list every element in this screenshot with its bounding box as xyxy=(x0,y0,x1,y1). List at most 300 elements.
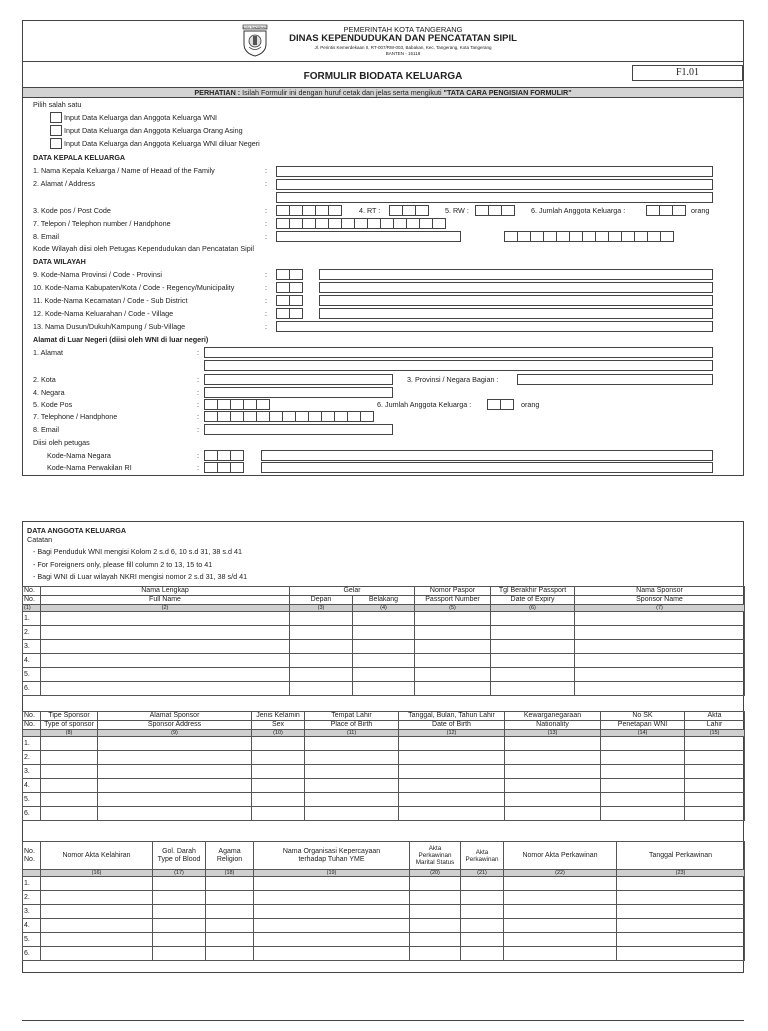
col-depan-header: Depan xyxy=(290,596,353,605)
col-sponsor-header: Nama Sponsor xyxy=(575,587,745,596)
luar-petugas-label: Diisi oleh petugas xyxy=(33,438,90,447)
table-row xyxy=(23,640,745,654)
next-page-edge xyxy=(22,1020,744,1031)
col-gelar-header: Gelar xyxy=(290,587,415,596)
table-cell-input[interactable] xyxy=(353,612,415,626)
row-number: 6. xyxy=(23,807,41,821)
row-number: 5. xyxy=(23,668,41,682)
luar-negara-input[interactable] xyxy=(204,387,393,398)
section-luar-title: Alamat di Luar Negeri (diisi oleh WNI di luar negeri) xyxy=(33,335,209,344)
table-cell-input[interactable] xyxy=(410,891,461,905)
form-code: F1.01 xyxy=(632,65,743,81)
col-number: (19) xyxy=(254,870,410,877)
col-number: (8) xyxy=(41,730,98,737)
col-number: (5) xyxy=(415,605,491,612)
table-row xyxy=(23,751,745,765)
table-cell-input[interactable] xyxy=(353,668,415,682)
col-akta-kelahiran-header: Nomor Akta Kelahiran xyxy=(41,842,153,870)
col-number: (6) xyxy=(491,605,575,612)
table-cell-input[interactable] xyxy=(252,779,305,793)
table-cell-input[interactable] xyxy=(685,737,745,751)
table-cell-input[interactable] xyxy=(41,682,290,696)
table-row xyxy=(23,779,745,793)
table-cell-input[interactable] xyxy=(505,737,601,751)
divider xyxy=(23,61,743,62)
col-nationality-header: Kewarganegaraan xyxy=(505,712,601,721)
table-cell-input[interactable] xyxy=(252,765,305,779)
table-cell-input[interactable] xyxy=(252,751,305,765)
option-luar-negeri-checkbox[interactable] xyxy=(50,138,62,149)
luar-negara-code-label: Kode-Nama Negara xyxy=(47,451,111,460)
table-cell-input[interactable] xyxy=(491,612,575,626)
wilayah-kecamatan-code[interactable] xyxy=(276,295,302,306)
col-kepercayaan-line2: terhadap Tuhan YME xyxy=(298,855,365,863)
table-cell-input[interactable] xyxy=(505,807,601,821)
wilayah-kabupaten-label: 10. Kode-Nama Kabupaten/Kota / Code - Regency/Municipality xyxy=(33,283,235,292)
col-number: (4) xyxy=(353,605,415,612)
section-anggota-title: DATA ANGGOTA KELUARGA xyxy=(27,526,127,535)
col-agama-line2: Religion xyxy=(216,855,243,863)
row-number: 6. xyxy=(23,682,41,696)
row-number: 3. xyxy=(23,640,41,654)
table-cell-input[interactable] xyxy=(399,737,505,751)
luar-alamat-input-1[interactable] xyxy=(204,347,713,358)
kepala-postcode-label: 3. Kode pos / Post Code xyxy=(33,206,111,215)
row-number: 5. xyxy=(23,933,41,947)
luar-kota-input[interactable] xyxy=(204,374,393,385)
table-cell-input[interactable] xyxy=(41,877,153,891)
col-tgl-lahir-subheader: Date of Birth xyxy=(399,721,505,730)
table-cell-input[interactable] xyxy=(685,779,745,793)
col-number: (13) xyxy=(505,730,601,737)
anggota-catatan-label: Catatan xyxy=(27,535,53,544)
table-cell-input[interactable] xyxy=(206,919,254,933)
wilayah-kabupaten-code[interactable] xyxy=(276,282,302,293)
luar-provinsi-label: 3. Provinsi / Negara Bagian : xyxy=(407,375,499,384)
col-no-line1: No. xyxy=(24,847,35,855)
section-kepala-title: DATA KEPALA KELUARGA xyxy=(33,153,126,162)
table-cell-input[interactable] xyxy=(153,947,206,961)
luar-negara-label: 4. Negara xyxy=(33,388,65,397)
col-number: (2) xyxy=(41,605,290,612)
table-cell-input[interactable] xyxy=(601,793,685,807)
row-number: 2. xyxy=(23,626,41,640)
table-cell-input[interactable] xyxy=(41,751,98,765)
kepala-email-input[interactable] xyxy=(276,231,461,242)
table-cell-input[interactable] xyxy=(617,919,745,933)
table-cell-input[interactable] xyxy=(504,891,617,905)
col-tgl-kawin-header: Tanggal Perkawinan xyxy=(617,842,745,870)
table-cell-input[interactable] xyxy=(98,807,252,821)
kepala-address-label: 2. Alamat / Address xyxy=(33,179,95,188)
table-row xyxy=(23,737,745,751)
table-cell-input[interactable] xyxy=(415,626,491,640)
table-cell-input[interactable] xyxy=(290,682,353,696)
table-cell-input[interactable] xyxy=(41,919,153,933)
luar-phone-input[interactable] xyxy=(204,411,373,422)
table-cell-input[interactable] xyxy=(290,668,353,682)
form-page-biodata: KOTA TANGERANG PEMERINTAH KOTA TANGERANG DINAS KEPENDUDUKAN DAN PENCATATAN SIPIL Jl. Perintis Kemerdekaan II, RT-007/RW-003, Babakan, Kec. Tangerang, Kota Tangerang BANTEN - 15118 FORMULIR BIODATA KELUARGA F1.01 PERHATIAN : Isilah Formulir ini dengan huruf cetak dan jelas serta mengikuti "TATA CARA PENGISIAN FORMULIR" Pilih salah satu Input Data Keluarga dan Anggota Keluarga WNI Input Data Keluarga dan Anggota Keluarga Orang Asing Input Data Keluarga dan Anggota Keluarga WNI diluar Negeri DATA KEPALA KELUARGA 1. Nama Kepala Keluarga / Name of Heaad of the Family : 2. Alamat / Address : 3. Kode pos / Post Code : 4. RT : 5. RW : 6. Jumlah Anggota Keluarga : orang 7. Telepon / Telephon number / Handphone : 8. Email : Kode Wilayah diisi oleh Petugas Kependudukan dan Pencatatan Sipil DATA WILAYAH 9. Kode-Nama Provinsi / Code - Provinsi : 10. Kode-Nama Kabupaten/Kota / Code - Regency/Municipality : 11. Kode-Nama Kecamatan / Code - Sub District : 12. Kode-Nama Keluarahan / Code - Village : 13. Nama Dusun/Dukuh/Kampung / Sub-Village : Alamat di Luar Negeri (diisi oleh WNI di luar negeri) 1. Alamat : 2. Kota : 3. Provinsi / Negara Bagian : 4. Negara : 5. Kode Pos : 6. Jumlah Anggota Keluarga : orang 7. Telephone / Handphone : 8. Email : Diisi oleh petugas Kode-Nama Negara : Kode-Nama Perwakilan RI : xyxy=(22,20,744,476)
kepala-note: Kode Wilayah diisi oleh Petugas Kependudukan dan Pencatatan Sipil xyxy=(33,244,254,253)
choose-label: Pilih salah satu xyxy=(33,100,82,109)
table-cell-input[interactable] xyxy=(41,807,98,821)
table-cell-input[interactable] xyxy=(504,933,617,947)
table-cell-input[interactable] xyxy=(617,933,745,947)
table-cell-input[interactable] xyxy=(410,919,461,933)
table-cell-input[interactable] xyxy=(98,737,252,751)
table-cell-input[interactable] xyxy=(252,793,305,807)
table-cell-input[interactable] xyxy=(254,947,410,961)
col-number: (21) xyxy=(461,870,504,877)
table-cell-input[interactable] xyxy=(415,654,491,668)
table-cell-input[interactable] xyxy=(685,793,745,807)
table-cell-input[interactable] xyxy=(153,877,206,891)
row-number: 4. xyxy=(23,919,41,933)
option-asing-checkbox[interactable] xyxy=(50,125,62,136)
option-wni-checkbox[interactable] xyxy=(50,112,62,123)
table-cell-input[interactable] xyxy=(290,612,353,626)
table-cell-input[interactable] xyxy=(575,626,745,640)
table-cell-input[interactable] xyxy=(153,905,206,919)
wilayah-kelurahan-code[interactable] xyxy=(276,308,302,319)
table-cell-input[interactable] xyxy=(685,807,745,821)
table-cell-input[interactable] xyxy=(98,751,252,765)
table-cell-input[interactable] xyxy=(252,807,305,821)
table-cell-input[interactable] xyxy=(415,640,491,654)
luar-jumlah-label: 6. Jumlah Anggota Keluarga : xyxy=(377,400,472,409)
wilayah-kelurahan-label: 12. Kode-Nama Keluarahan / Code - Village xyxy=(33,309,174,318)
col-number: (23) xyxy=(617,870,745,877)
table-cell-input[interactable] xyxy=(254,891,410,905)
table-cell-input[interactable] xyxy=(415,668,491,682)
table-cell-input[interactable] xyxy=(305,807,399,821)
table-row xyxy=(23,877,745,891)
anggota-table-3 xyxy=(22,841,745,961)
gov-name: PEMERINTAH KOTA TANGERANG xyxy=(343,25,463,34)
table-cell-input[interactable] xyxy=(617,891,745,905)
table-cell-input[interactable] xyxy=(491,626,575,640)
form-page-anggota xyxy=(22,521,744,973)
luar-kodepos-input[interactable] xyxy=(204,399,269,410)
table-cell-input[interactable] xyxy=(575,682,745,696)
anggota-note-1: - Bagi Penduduk WNI mengisi Kolom 2 s.d 6, 10 s.d 31, 38 s.d 41 xyxy=(33,547,242,556)
col-tgl-lahir-header: Tanggal, Bulan, Tahun Lahir xyxy=(399,712,505,721)
table-cell-input[interactable] xyxy=(399,807,505,821)
luar-alamat-label: 1. Alamat xyxy=(33,348,63,357)
table-cell-input[interactable] xyxy=(305,793,399,807)
option-asing-label: Input Data Keluarga dan Anggota Keluarga Orang Asing xyxy=(64,126,243,135)
table-cell-input[interactable] xyxy=(410,947,461,961)
table-cell-input[interactable] xyxy=(461,947,504,961)
col-number: (22) xyxy=(504,870,617,877)
table-cell-input[interactable] xyxy=(601,779,685,793)
luar-kodepos-label: 5. Kode Pos xyxy=(33,400,73,409)
table-cell-input[interactable] xyxy=(254,905,410,919)
table-cell-input[interactable] xyxy=(461,905,504,919)
table-cell-input[interactable] xyxy=(575,640,745,654)
table-cell-input[interactable] xyxy=(41,654,290,668)
col-number: (11) xyxy=(305,730,399,737)
col-number: (16) xyxy=(41,870,153,877)
col-sex-header: Jenis Kelamin xyxy=(252,712,305,721)
table-row xyxy=(23,765,745,779)
row-number: 5. xyxy=(23,793,41,807)
table-cell-input[interactable] xyxy=(685,751,745,765)
col-expiry-header: Tgl Berakhir Passport xyxy=(491,587,575,596)
col-status-kawin-line1: Akta xyxy=(428,845,442,852)
table-cell-input[interactable] xyxy=(461,877,504,891)
kepala-jumlah-input[interactable] xyxy=(646,205,685,216)
wilayah-kecamatan-label: 11. Kode-Nama Kecamatan / Code - Sub District xyxy=(33,296,188,305)
table-cell-input[interactable] xyxy=(41,737,98,751)
luar-kota-label: 2. Kota xyxy=(33,375,56,384)
luar-negara-name[interactable] xyxy=(261,450,713,461)
kepala-name-input[interactable] xyxy=(276,166,713,177)
wilayah-dusun-label: 13. Nama Dusun/Dukuh/Kampung / Sub-Village xyxy=(33,322,186,331)
table-cell-input[interactable] xyxy=(415,612,491,626)
table-cell-input[interactable] xyxy=(685,765,745,779)
table-cell-input[interactable] xyxy=(461,919,504,933)
col-number: (20) xyxy=(410,870,461,877)
table-cell-input[interactable] xyxy=(353,654,415,668)
col-nationality-subheader: Nationality xyxy=(505,721,601,730)
col-darah-line1: Gol. Darah xyxy=(162,847,196,855)
table-row xyxy=(23,626,745,640)
kepala-rt-input[interactable] xyxy=(389,205,428,216)
kepala-postcode-input[interactable] xyxy=(276,205,341,216)
table-cell-input[interactable] xyxy=(41,626,290,640)
col-sk-subheader: Penetapan WNI xyxy=(601,721,685,730)
table-cell-input[interactable] xyxy=(504,919,617,933)
table-cell-input[interactable] xyxy=(399,793,505,807)
luar-negara-code[interactable] xyxy=(204,450,243,461)
col-akta-lahir-subheader: Lahir xyxy=(685,721,745,730)
table-cell-input[interactable] xyxy=(601,737,685,751)
kepala-address-input-1[interactable] xyxy=(276,179,713,190)
table-cell-input[interactable] xyxy=(206,947,254,961)
table-cell-input[interactable] xyxy=(98,779,252,793)
col-darah-line2: Type of Blood xyxy=(157,855,201,863)
table-cell-input[interactable] xyxy=(305,765,399,779)
kepala-rw-input[interactable] xyxy=(475,205,514,216)
table-cell-input[interactable] xyxy=(575,612,745,626)
table-cell-input[interactable] xyxy=(504,877,617,891)
table-cell-input[interactable] xyxy=(305,751,399,765)
table-row xyxy=(23,668,745,682)
table-cell-input[interactable] xyxy=(41,793,98,807)
row-number: 1. xyxy=(23,737,41,751)
table-row xyxy=(23,793,745,807)
luar-email-input[interactable] xyxy=(204,424,393,435)
row-number: 6. xyxy=(23,947,41,961)
notice-quote: "TATA CARA PENGISIAN FORMULIR" xyxy=(443,88,572,97)
col-number: (12) xyxy=(399,730,505,737)
table-cell-input[interactable] xyxy=(254,877,410,891)
kepala-rt-label: 4. RT : xyxy=(359,206,381,215)
table-cell-input[interactable] xyxy=(491,640,575,654)
col-tipe-sponsor-header: Tipe Sponsor xyxy=(41,712,98,721)
table-cell-input[interactable] xyxy=(491,654,575,668)
kepala-orang-label: orang xyxy=(691,206,710,215)
col-number: (10) xyxy=(252,730,305,737)
table-row xyxy=(23,891,745,905)
table-cell-input[interactable] xyxy=(41,612,290,626)
table-cell-input[interactable] xyxy=(41,640,290,654)
table-cell-input[interactable] xyxy=(505,779,601,793)
table-cell-input[interactable] xyxy=(353,682,415,696)
col-alamat-sponsor-header: Alamat Sponsor xyxy=(98,712,252,721)
table-cell-input[interactable] xyxy=(153,933,206,947)
table-cell-input[interactable] xyxy=(153,919,206,933)
table-cell-input[interactable] xyxy=(601,765,685,779)
anggota-table-1 xyxy=(22,586,745,696)
col-no-header xyxy=(23,842,41,870)
col-akta-lahir-header: Akta xyxy=(685,712,745,721)
table-cell-input[interactable] xyxy=(575,668,745,682)
table-cell-input[interactable] xyxy=(491,682,575,696)
table-cell-input[interactable] xyxy=(575,654,745,668)
table-cell-input[interactable] xyxy=(305,737,399,751)
table-cell-input[interactable] xyxy=(290,640,353,654)
table-cell-input[interactable] xyxy=(601,807,685,821)
row-number: 1. xyxy=(23,877,41,891)
wilayah-provinsi-label: 9. Kode-Nama Provinsi / Code - Provinsi xyxy=(33,270,163,279)
table-cell-input[interactable] xyxy=(254,933,410,947)
wilayah-provinsi-code[interactable] xyxy=(276,269,302,280)
table-cell-input[interactable] xyxy=(41,933,153,947)
table-cell-input[interactable] xyxy=(461,891,504,905)
col-no-subheader: No. xyxy=(23,596,41,605)
row-number: 4. xyxy=(23,779,41,793)
table-cell-input[interactable] xyxy=(415,682,491,696)
col-expiry-subheader: Date of Expiry xyxy=(491,596,575,605)
option-wni-label: Input Data Keluarga dan Anggota Keluarga WNI xyxy=(64,113,218,122)
luar-perwakilan-code[interactable] xyxy=(204,462,243,473)
luar-jumlah-input[interactable] xyxy=(487,399,513,410)
table-cell-input[interactable] xyxy=(254,919,410,933)
col-status-kawin-line3: Marital Status xyxy=(415,859,455,866)
col-tempat-lahir-subheader: Place of Birth xyxy=(305,721,399,730)
table-cell-input[interactable] xyxy=(206,933,254,947)
col-number: (3) xyxy=(290,605,353,612)
table-cell-input[interactable] xyxy=(206,877,254,891)
table-cell-input[interactable] xyxy=(617,947,745,961)
table-cell-input[interactable] xyxy=(252,737,305,751)
col-sex-subheader: Sex xyxy=(252,721,305,730)
dept-address: Jl. Perintis Kemerdekaan II, RT-007/RW-003, Babakan, Kec. Tangerang, Kota Tangerang xyxy=(314,45,492,50)
col-no-header: No. xyxy=(23,712,41,721)
table-cell-input[interactable] xyxy=(505,765,601,779)
table-row xyxy=(23,682,745,696)
table-cell-input[interactable] xyxy=(505,751,601,765)
table-cell-input[interactable] xyxy=(399,751,505,765)
col-number: (17) xyxy=(153,870,206,877)
table-cell-input[interactable] xyxy=(98,793,252,807)
col-number: (14) xyxy=(601,730,685,737)
col-number: (1) xyxy=(23,605,41,612)
wilayah-dusun-input[interactable] xyxy=(276,321,713,332)
kepala-rw-label: 5. RW : xyxy=(445,206,469,215)
table-cell-input[interactable] xyxy=(206,891,254,905)
col-kepercayaan-line1: Nama Organisasi Kepercayaan xyxy=(282,847,381,855)
table-cell-input[interactable] xyxy=(617,877,745,891)
luar-perwakilan-name[interactable] xyxy=(261,462,713,473)
section-wilayah-title: DATA WILAYAH xyxy=(33,257,86,266)
luar-alamat-input-2[interactable] xyxy=(204,360,713,371)
table-cell-input[interactable] xyxy=(601,751,685,765)
table-row xyxy=(23,933,745,947)
table-cell-input[interactable] xyxy=(353,640,415,654)
col-tempat-lahir-header: Tempat Lahir xyxy=(305,712,399,721)
kepala-name-label: 1. Nama Kepala Keluarga / Name of Heaad of the Family xyxy=(33,166,215,175)
table-cell-input[interactable] xyxy=(41,947,153,961)
wilayah-kelurahan-name[interactable] xyxy=(319,308,713,319)
table-cell-input[interactable] xyxy=(98,765,252,779)
notice-label: PERHATIAN : xyxy=(194,88,241,97)
table-cell-input[interactable] xyxy=(461,933,504,947)
wilayah-kabupaten-name[interactable] xyxy=(319,282,713,293)
luar-provinsi-input[interactable] xyxy=(517,374,713,385)
table-cell-input[interactable] xyxy=(153,891,206,905)
kepala-email-label: 8. Email xyxy=(33,232,59,241)
table-cell-input[interactable] xyxy=(41,765,98,779)
wilayah-kecamatan-name[interactable] xyxy=(319,295,713,306)
table-cell-input[interactable] xyxy=(41,891,153,905)
col-paspor-header: Nomor Paspor xyxy=(415,587,491,596)
table-cell-input[interactable] xyxy=(504,947,617,961)
kepala-jumlah-label: 6. Jumlah Anggota Keluarga : xyxy=(531,206,626,215)
luar-email-label: 8. Email xyxy=(33,425,59,434)
table-cell-input[interactable] xyxy=(290,626,353,640)
table-cell-input[interactable] xyxy=(399,779,505,793)
table-cell-input[interactable] xyxy=(305,779,399,793)
col-status-kawin-header xyxy=(410,842,461,870)
table-cell-input[interactable] xyxy=(41,905,153,919)
table-cell-input[interactable] xyxy=(410,905,461,919)
table-cell-input[interactable] xyxy=(290,654,353,668)
kepala-extra-code-input[interactable] xyxy=(504,231,673,242)
col-number: (18) xyxy=(206,870,254,877)
col-no-line2: No. xyxy=(24,855,35,863)
col-alamat-sponsor-subheader: Sponsor Address xyxy=(98,721,252,730)
col-nama-header: Nama Lengkap xyxy=(41,587,290,596)
col-tipe-sponsor-subheader: Type of sponsor xyxy=(41,721,98,730)
table-cell-input[interactable] xyxy=(491,668,575,682)
col-belakang-header: Belakang xyxy=(353,596,415,605)
table-cell-input[interactable] xyxy=(206,905,254,919)
table-cell-input[interactable] xyxy=(353,626,415,640)
luar-phone-label: 7. Telephone / Handphone xyxy=(33,412,118,421)
wilayah-provinsi-name[interactable] xyxy=(319,269,713,280)
table-cell-input[interactable] xyxy=(504,905,617,919)
table-cell-input[interactable] xyxy=(505,793,601,807)
anggota-table-2 xyxy=(22,711,745,821)
table-cell-input[interactable] xyxy=(41,668,290,682)
col-kepercayaan-header xyxy=(254,842,410,870)
form-title: FORMULIR BIODATA KELUARGA xyxy=(303,71,463,82)
table-cell-input[interactable] xyxy=(41,779,98,793)
logo-lettering: KOTA TANGERANG xyxy=(243,26,267,30)
dept-province: BANTEN - 15118 xyxy=(385,51,421,56)
kepala-address-input-2[interactable] xyxy=(276,192,713,203)
table-cell-input[interactable] xyxy=(399,765,505,779)
table-row xyxy=(23,947,745,961)
table-cell-input[interactable] xyxy=(617,905,745,919)
table-cell-input[interactable] xyxy=(410,933,461,947)
table-cell-input[interactable] xyxy=(410,877,461,891)
kepala-phone-input[interactable] xyxy=(276,218,445,229)
kepala-phone-label: 7. Telepon / Telephon number / Handphone xyxy=(33,219,171,228)
